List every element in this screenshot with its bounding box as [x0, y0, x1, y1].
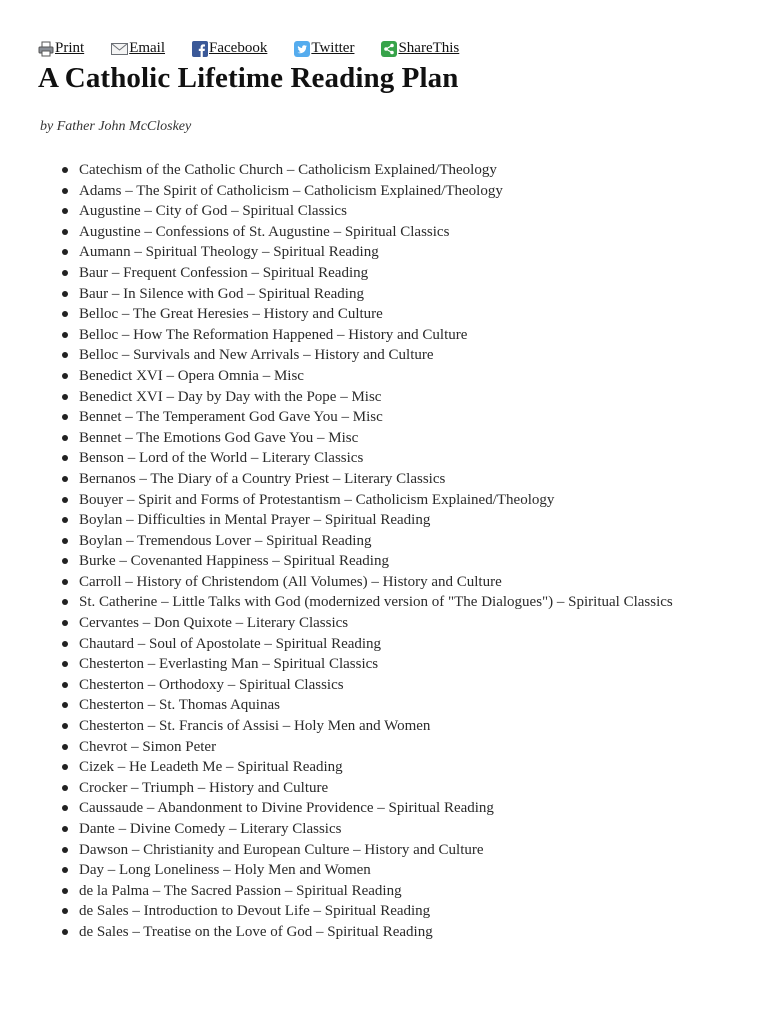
list-item: Adams – The Spirit of Catholicism – Catholicism Explained/Theology — [79, 181, 699, 202]
print-label: Print — [55, 40, 85, 56]
list-item: Day – Long Loneliness – Holy Men and Women — [79, 860, 699, 881]
share-toolbar — [38, 40, 486, 57]
list-item: Dante – Divine Comedy – Literary Classics — [79, 819, 699, 840]
envelope-icon — [111, 42, 128, 56]
facebook-icon — [192, 41, 208, 57]
list-item: Boylan – Difficulties in Mental Prayer – Spiritual Reading — [79, 510, 699, 531]
list-item: Burke – Covenanted Happiness – Spiritual Reading — [79, 551, 699, 572]
list-item: Bouyer – Spirit and Forms of Protestantism – Catholicism Explained/Theology — [79, 490, 699, 511]
list-item: Chesterton – Everlasting Man – Spiritual Classics — [79, 654, 699, 675]
printer-icon — [38, 41, 54, 57]
print-link[interactable] — [38, 40, 84, 57]
list-item: Benson – Lord of the World – Literary Classics — [79, 448, 699, 469]
list-item: Bernanos – The Diary of a Country Priest – Literary Classics — [79, 469, 699, 490]
twitter-label: Twitter — [311, 40, 355, 56]
list-item: Boylan – Tremendous Lover – Spiritual Reading — [79, 531, 699, 552]
email-label: Email — [129, 40, 166, 56]
page-title: A Catholic Lifetime Reading Plan — [38, 62, 459, 94]
list-item: Belloc – How The Reformation Happened – History and Culture — [79, 325, 699, 346]
list-item: Caussaude – Abandonment to Divine Providence – Spiritual Reading — [79, 798, 699, 819]
list-item: Catechism of the Catholic Church – Catholicism Explained/Theology — [79, 160, 699, 181]
facebook-label: Facebook — [209, 40, 268, 56]
list-item: de la Palma – The Sacred Passion – Spiritual Reading — [79, 881, 699, 902]
list-item: Aumann – Spiritual Theology – Spiritual Reading — [79, 242, 699, 263]
list-item: Chautard – Soul of Apostolate – Spiritual Reading — [79, 634, 699, 655]
list-item: Dawson – Christianity and European Culture – History and Culture — [79, 840, 699, 861]
facebook-link[interactable] — [192, 40, 267, 57]
list-item: Belloc – Survivals and New Arrivals – History and Culture — [79, 345, 699, 366]
twitter-link[interactable] — [294, 40, 354, 57]
sharethis-label: ShareThis — [398, 40, 460, 56]
list-item: Chevrot – Simon Peter — [79, 737, 699, 758]
list-item: Carroll – History of Christendom (All Volumes) – History and Culture — [79, 572, 699, 593]
list-item: Crocker – Triumph – History and Culture — [79, 778, 699, 799]
list-item: Cizek – He Leadeth Me – Spiritual Reading — [79, 757, 699, 778]
list-item: Baur – In Silence with God – Spiritual Reading — [79, 284, 699, 305]
list-item: Bennet – The Emotions God Gave You – Misc — [79, 428, 699, 449]
list-item: St. Catherine – Little Talks with God (modernized version of "The Dialogues") – Spiritual Classics — [79, 592, 699, 613]
byline: by Father John McCloskey — [40, 119, 192, 134]
list-item: Augustine – City of God – Spiritual Classics — [79, 201, 699, 222]
list-item: Cervantes – Don Quixote – Literary Classics — [79, 613, 699, 634]
list-item: de Sales – Introduction to Devout Life – Spiritual Reading — [79, 901, 699, 922]
email-link[interactable] — [111, 40, 165, 57]
share-icon — [381, 41, 397, 57]
list-item: Bennet – The Temperament God Gave You – Misc — [79, 407, 699, 428]
list-item: Belloc – The Great Heresies – History and Culture — [79, 304, 699, 325]
twitter-icon — [294, 41, 310, 57]
list-item: Benedict XVI – Day by Day with the Pope – Misc — [79, 387, 699, 408]
reading-list — [0, 160, 699, 943]
list-item: de Sales – Treatise on the Love of God – Spiritual Reading — [79, 922, 699, 943]
list-item: Chesterton – St. Francis of Assisi – Holy Men and Women — [79, 716, 699, 737]
list-item: Augustine – Confessions of St. Augustine – Spiritual Classics — [79, 222, 699, 243]
list-item: Chesterton – St. Thomas Aquinas — [79, 695, 699, 716]
list-item: Benedict XVI – Opera Omnia – Misc — [79, 366, 699, 387]
list-item: Baur – Frequent Confession – Spiritual Reading — [79, 263, 699, 284]
sharethis-link[interactable] — [381, 40, 459, 57]
list-item: Chesterton – Orthodoxy – Spiritual Classics — [79, 675, 699, 696]
